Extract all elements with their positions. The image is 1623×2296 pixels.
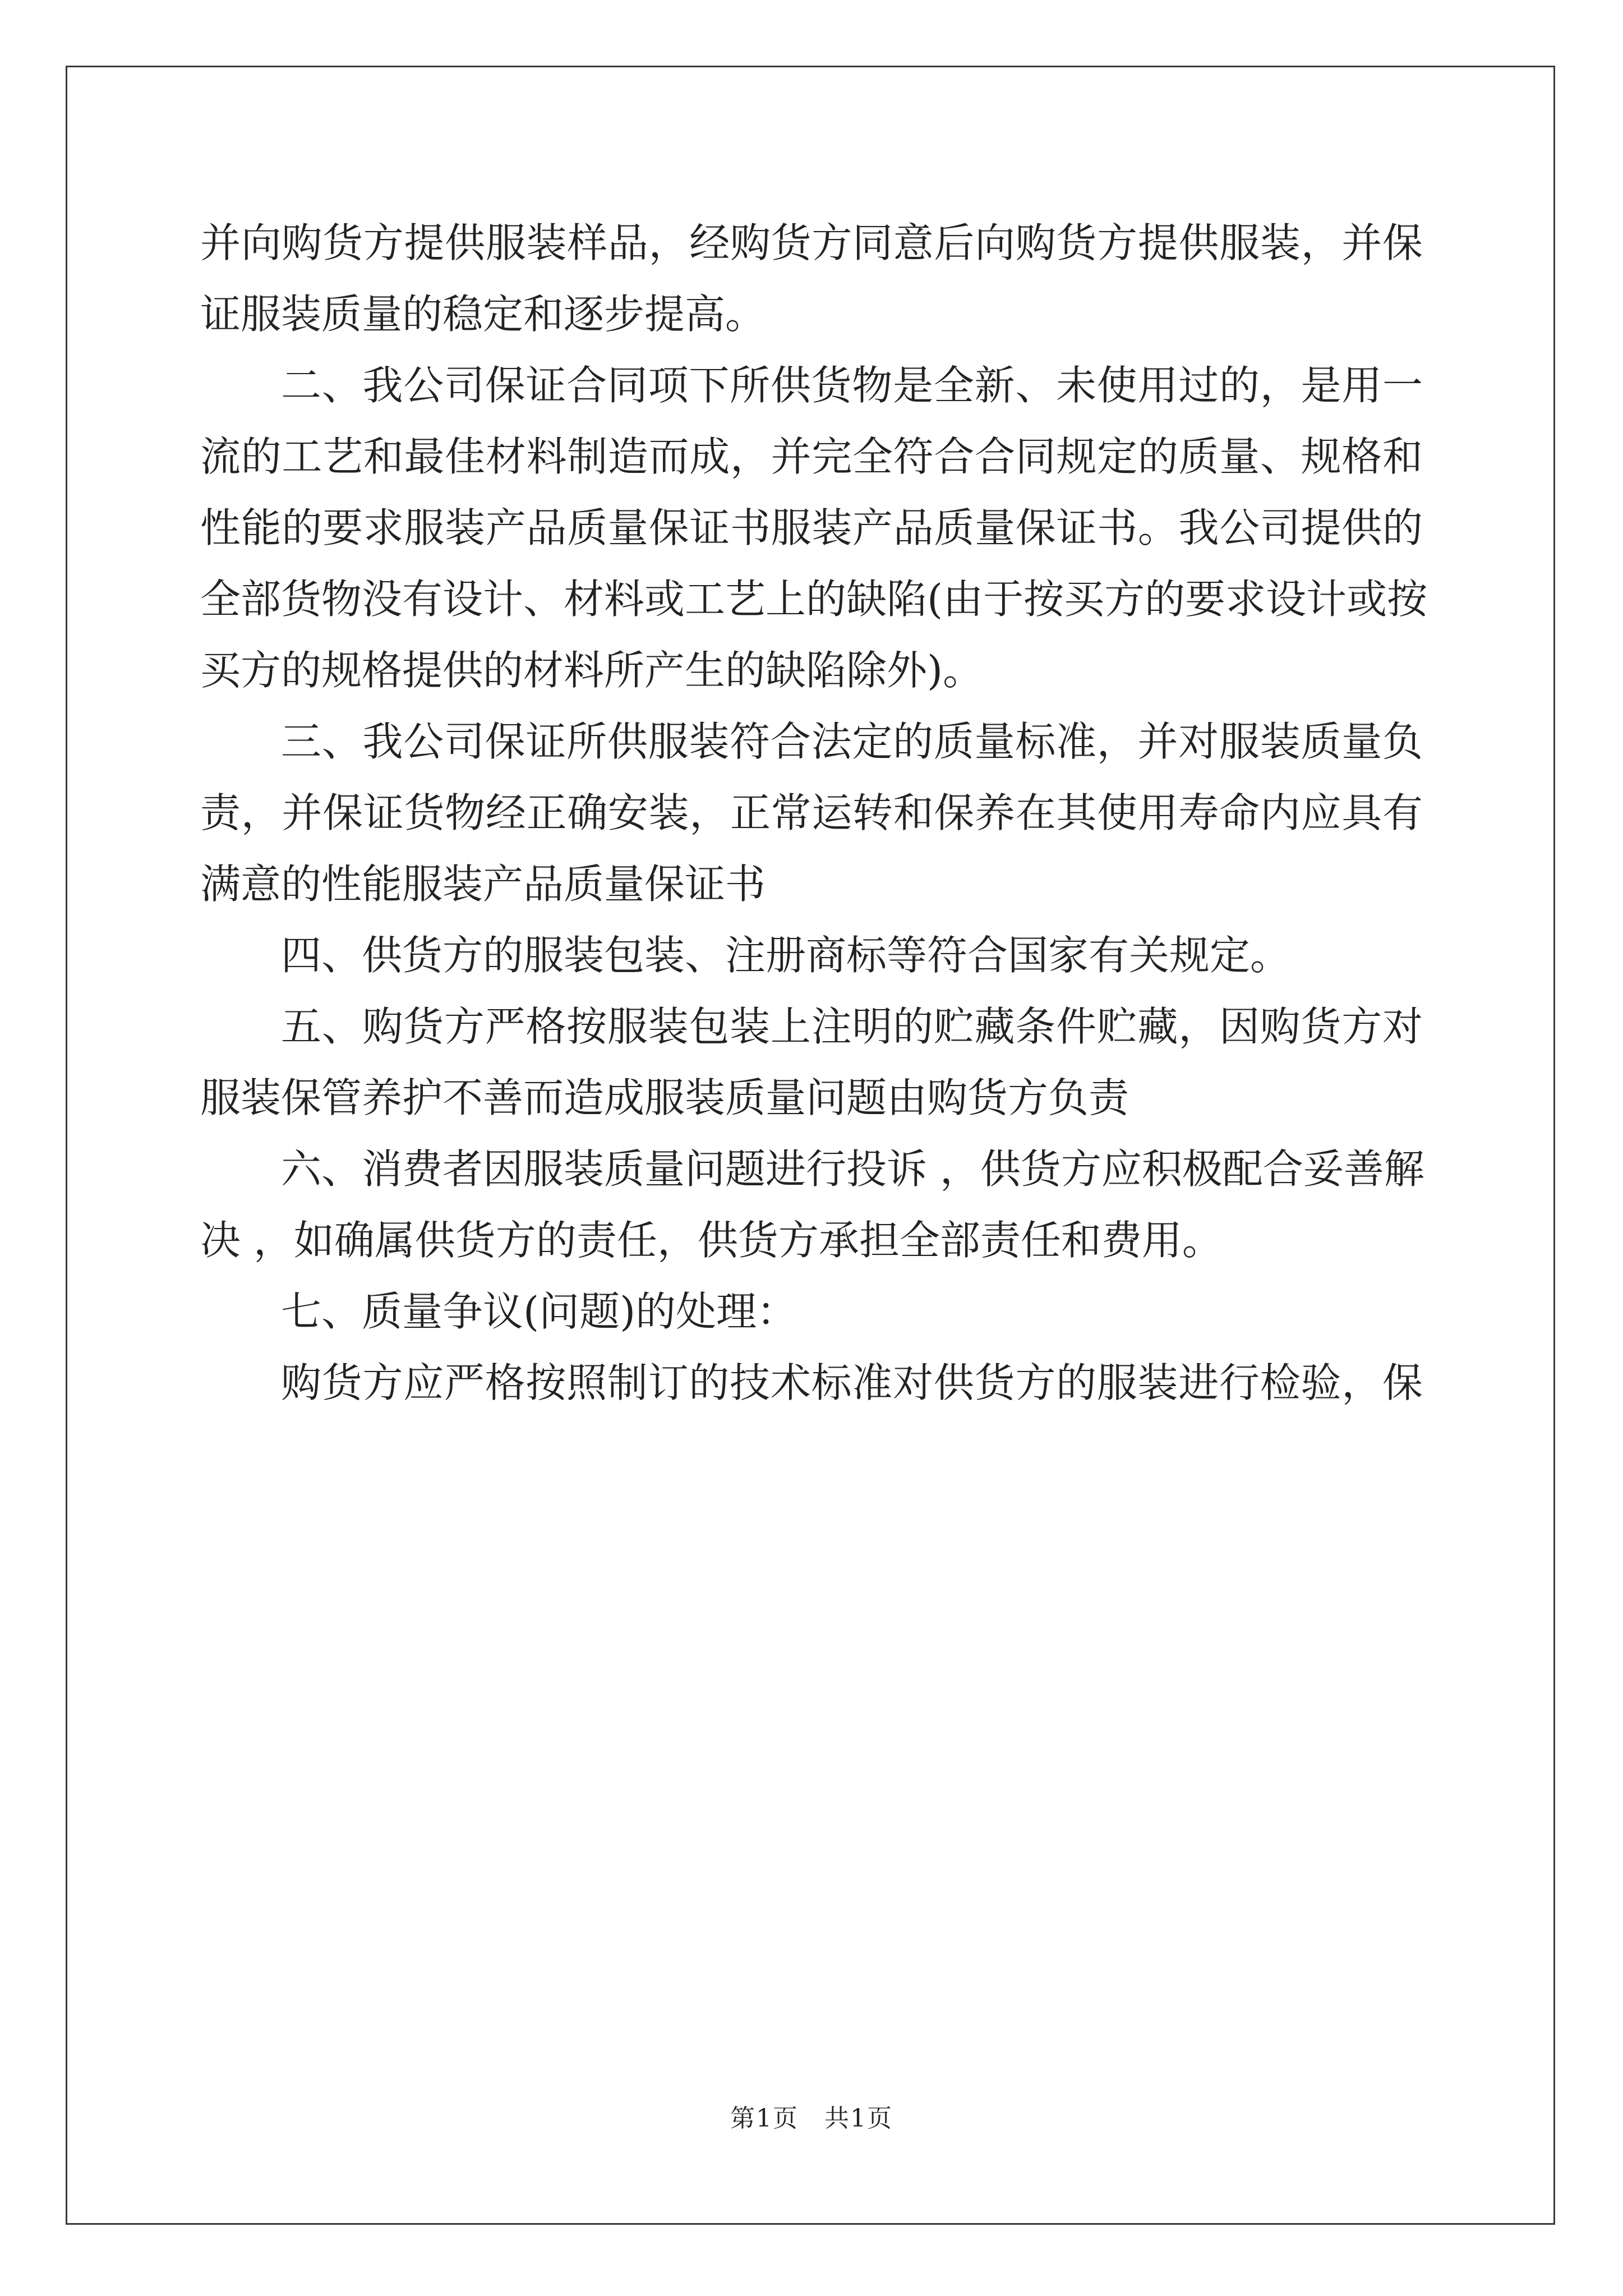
text-line: 买方的规格提供的材料所产生的缺陷除外)。 — [200, 647, 984, 694]
text-line: 并向购货方提供服装样品，经购货方同意后向购货方提供服装，并保 — [200, 219, 1423, 266]
document-body — [200, 208, 1428, 1419]
text-line: 七、质量争议(问题)的处理： — [281, 1288, 797, 1335]
text-line: 证服装质量的稳定和逐步提高。 — [200, 291, 766, 338]
text-line: 购货方应严格按照制订的技术标准对供货方的服装进行检验，保 — [281, 1359, 1423, 1406]
text-line: 四、供货方的服装包装、注册商标等符合国家有关规定。 — [281, 932, 1291, 979]
text-line: 流的工艺和最佳材料制造而成，并完全符合合同规定的质量、规格和 — [200, 433, 1423, 480]
text-line: 全部货物没有设计、材料或工艺上的缺陷(由于按买方的要求设计或按 — [200, 576, 1428, 623]
text-line: 满意的性能服装产品质量保证书 — [200, 861, 766, 908]
text-line: 五、购货方严格按服装包装上注明的贮藏条件贮藏，因购货方对 — [281, 1003, 1423, 1050]
page-number-footer: 第1页 共1页 — [730, 2104, 893, 2133]
text-line: 责，并保证货物经正确安装，正常运转和保养在其使用寿命内应具有 — [200, 789, 1423, 836]
text-line: 服装保管养护不善而造成服装质量问题由购货方负责 — [200, 1074, 1129, 1121]
text-line: 二、我公司保证合同项下所供货物是全新、未使用过的，是用一 — [281, 362, 1423, 409]
text-line: 三、我公司保证所供服装符合法定的质量标准，并对服装质量负 — [281, 718, 1423, 765]
text-line: 决 ，如确属供货方的责任，供货方承担全部责任和费用。 — [200, 1217, 1223, 1264]
text-line: 六、消费者因服装质量问题进行投诉 ，供货方应积极配合妥善解 — [281, 1145, 1424, 1193]
text-line: 性能的要求服装产品质量保证书服装产品质量保证书。我公司提供的 — [200, 504, 1423, 551]
